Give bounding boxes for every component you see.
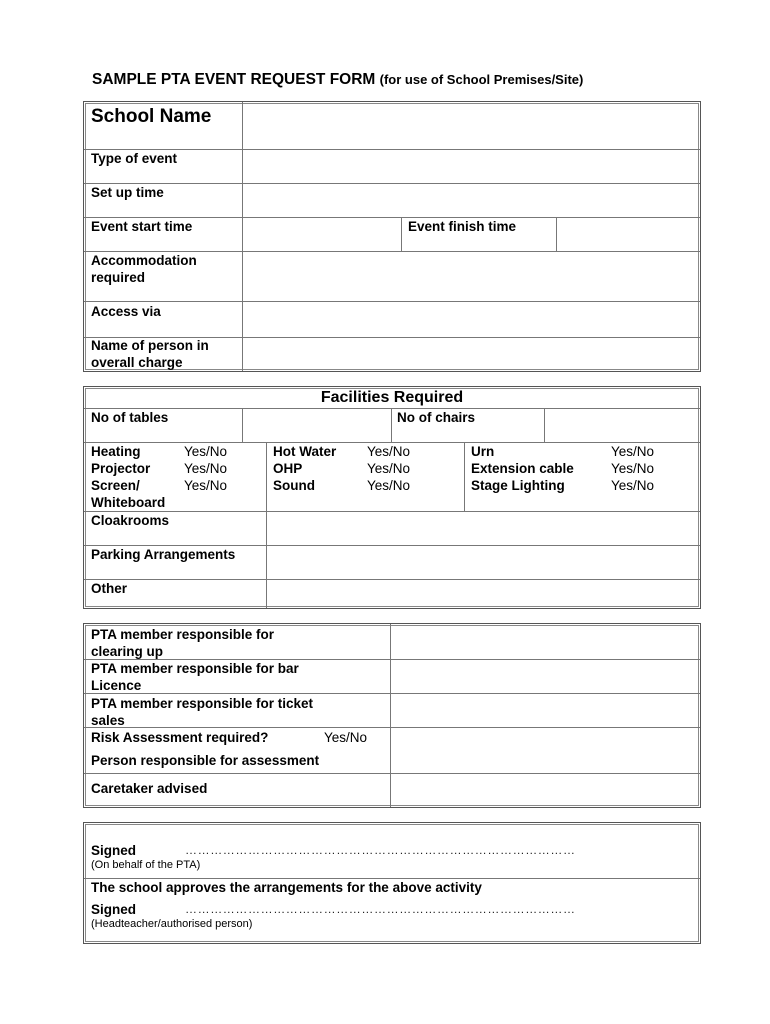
- accommodation-label-line1: Accommodation: [91, 253, 197, 268]
- cloakrooms-field[interactable]: [268, 513, 698, 544]
- projector-yes-no[interactable]: Yes/No: [184, 461, 228, 476]
- head-signed-label: Signed: [91, 902, 137, 917]
- bar-licence-line1: PTA member responsible for bar: [91, 661, 299, 676]
- signatures-table: [83, 822, 701, 944]
- clearing-up-label: [91, 626, 274, 660]
- sound-yes-no[interactable]: Yes/No: [367, 478, 411, 493]
- no-of-tables-label: No of tables: [91, 410, 169, 425]
- bar-licence-field[interactable]: [392, 661, 698, 692]
- pta-signature-line[interactable]: …………………………………………………………………………………: [185, 843, 576, 857]
- risk-assessment-yes-no[interactable]: Yes/No: [324, 730, 368, 745]
- set-up-time-field[interactable]: [244, 185, 698, 216]
- clearing-up-field[interactable]: [392, 626, 698, 658]
- access-via-label: Access via: [91, 304, 161, 319]
- head-signature-line[interactable]: …………………………………………………………………………………: [185, 902, 576, 916]
- form-title: [92, 71, 583, 89]
- set-up-time-label: Set up time: [91, 185, 164, 200]
- event-finish-time-label: Event finish time: [408, 219, 517, 234]
- no-of-tables-field[interactable]: [244, 410, 390, 441]
- clearing-up-line1: PTA member responsible for: [91, 627, 275, 642]
- accommodation-label: [91, 252, 197, 286]
- facilities-table: [83, 386, 701, 609]
- event-start-time-label: Event start time: [91, 219, 193, 234]
- approval-statement: The school approves the arrangements for the above activity: [91, 880, 482, 895]
- clearing-up-line2: clearing up: [91, 644, 164, 659]
- heating-yes-no[interactable]: Yes/No: [184, 444, 228, 459]
- accommodation-field[interactable]: [244, 253, 698, 300]
- bar-licence-label: [91, 660, 299, 694]
- person-in-charge-line2: overall charge: [91, 355, 183, 370]
- person-assessment-label: Person responsible for assessment: [91, 753, 320, 768]
- parking-label: Parking Arrangements: [91, 547, 236, 562]
- access-via-field[interactable]: [244, 303, 698, 336]
- parking-field[interactable]: [268, 547, 698, 578]
- urn-yes-no[interactable]: Yes/No: [611, 444, 655, 459]
- form-title-sub: (for use of School Premises/Site): [379, 72, 584, 87]
- ticket-sales-line2: sales: [91, 713, 125, 728]
- ohp-yes-no[interactable]: Yes/No: [367, 461, 411, 476]
- extension-cable-yes-no[interactable]: Yes/No: [611, 461, 655, 476]
- extension-cable-label: Extension cable: [471, 461, 574, 476]
- stage-lighting-yes-no[interactable]: Yes/No: [611, 478, 655, 493]
- school-name-label: School Name: [91, 106, 212, 127]
- hot-water-yes-no[interactable]: Yes/No: [367, 444, 411, 459]
- person-in-charge-line1: Name of person in: [91, 338, 209, 353]
- cloakrooms-label: Cloakrooms: [91, 513, 170, 528]
- other-field[interactable]: [268, 581, 698, 606]
- screen-yes-no[interactable]: Yes/No: [184, 478, 228, 493]
- screen-label-line2: Whiteboard: [91, 495, 166, 510]
- head-note: (Headteacher/authorised person): [91, 918, 253, 930]
- caretaker-field[interactable]: [392, 775, 698, 805]
- type-of-event-field[interactable]: [244, 151, 698, 182]
- sound-label: Sound: [273, 478, 315, 493]
- ticket-sales-field[interactable]: [392, 695, 698, 726]
- screen-label-line1: Screen/: [91, 478, 140, 493]
- risk-assessment-label: Risk Assessment required?: [91, 730, 269, 745]
- screen-label: [91, 477, 165, 511]
- ticket-sales-label: [91, 695, 313, 729]
- responsibilities-table: [83, 623, 701, 808]
- person-assessment-field[interactable]: [392, 729, 698, 772]
- event-start-time-field[interactable]: [244, 219, 400, 250]
- heating-label: Heating: [91, 444, 141, 459]
- no-of-chairs-field[interactable]: [546, 410, 698, 441]
- projector-label: Projector: [91, 461, 151, 476]
- pta-note: (On behalf of the PTA): [91, 859, 201, 871]
- event-details-table: [83, 101, 701, 372]
- stage-lighting-label: Stage Lighting: [471, 478, 565, 493]
- person-in-charge-label: [91, 337, 209, 371]
- bar-licence-line2: Licence: [91, 678, 142, 693]
- other-label: Other: [91, 581, 128, 596]
- caretaker-label: Caretaker advised: [91, 781, 208, 796]
- ohp-label: OHP: [273, 461, 303, 476]
- hot-water-label: Hot Water: [273, 444, 337, 459]
- person-in-charge-field[interactable]: [244, 339, 698, 370]
- form-title-main: SAMPLE PTA EVENT REQUEST FORM: [92, 71, 376, 88]
- pta-signed-label: Signed: [91, 843, 137, 858]
- facilities-header: Facilities Required: [320, 389, 464, 406]
- school-name-field[interactable]: [244, 104, 698, 148]
- accommodation-label-line2: required: [91, 270, 146, 285]
- type-of-event-label: Type of event: [91, 151, 178, 166]
- no-of-chairs-label: No of chairs: [397, 410, 476, 425]
- urn-label: Urn: [471, 444, 495, 459]
- ticket-sales-line1: PTA member responsible for ticket: [91, 696, 314, 711]
- event-finish-time-field[interactable]: [558, 219, 698, 250]
